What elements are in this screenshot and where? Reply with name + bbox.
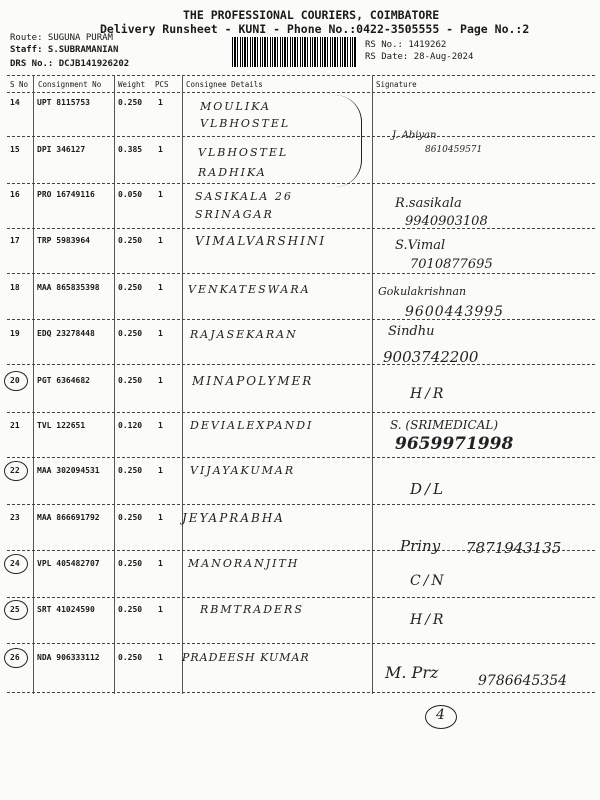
row-pcs: 1 [158,236,163,245]
row-consignment: TVL 122651 [37,421,86,430]
column-divider [33,75,34,694]
row-weight: 0.120 [118,421,143,430]
row-pcs: 1 [158,559,163,568]
row-consignment: MAA 865835398 [37,283,100,292]
row-sno: 16 [10,190,20,199]
table-bottom-rule [7,692,595,693]
row-divider [7,457,595,458]
row-divider [7,183,595,184]
row-consignment: VPL 405482707 [37,559,100,568]
row-pcs: 1 [158,605,163,614]
row-divider [7,273,595,274]
row-phone: 9940903108 [405,214,488,229]
row-signature: S. (SRIMEDICAL) [390,418,499,432]
row-consignee: SASIKALA 26 SRINAGAR [195,190,293,221]
row-phone: 9003742200 [383,348,479,366]
row-consignment: TRP 5983964 [37,236,90,245]
row-sno: 24 [10,559,20,568]
row-consignment: MAA 866691792 [37,513,100,522]
staff-label: Staff: S.SUBRAMANIAN [10,45,119,55]
row-sno: 20 [10,376,20,385]
col-header-details: Consignee Details [186,80,263,89]
row-weight: 0.250 [118,466,143,475]
row-sno: 23 [10,513,20,522]
row-consignment: MAA 302094531 [37,466,100,475]
row-pcs: 1 [158,376,163,385]
row-signature: R.sasikala [395,196,462,211]
row-signature: C/N [410,573,447,589]
row-phone: 9659971998 [395,434,514,454]
rs-date: RS Date: 28-Aug-2024 [365,52,474,62]
row-consignee: VIJAYAKUMAR [190,464,296,477]
row-consignee: MINAPOLYMER [192,374,314,388]
col-header-pcs: PCS [155,80,169,89]
row-consignee: VENKATESWARA [188,283,311,296]
row-consignee: RBMTRADERS [200,603,304,616]
row-weight: 0.250 [118,283,143,292]
row-sno: 22 [10,466,20,475]
row-sno: 19 [10,329,20,338]
header-bottom-rule [7,92,595,93]
row-consignment: NDA 906333112 [37,653,100,662]
row-pcs: 1 [158,421,163,430]
row-sno: 15 [10,145,20,154]
route-label: Route: SUGUNA PURAM [10,33,113,43]
col-header-sno: S No [10,80,29,89]
page-mark: 4 [436,707,445,723]
column-divider [182,75,183,694]
row-weight: 0.250 [118,236,143,245]
row-weight: 0.250 [118,513,143,522]
row-signature: H/R [410,612,447,628]
row-sno: 25 [10,605,20,614]
row-divider [7,597,595,598]
row-consignment: PGT 6364682 [37,376,90,385]
table-top-rule [7,75,595,76]
row-phone: 8610459571 [425,145,483,155]
row-signature: M. Prz [385,663,439,682]
bracket-mark [335,95,362,187]
row-weight: 0.250 [118,376,143,385]
row-phone: 9786645354 [478,673,568,689]
row-divider [7,504,595,505]
row-signature: J. Abiyan [392,130,437,141]
column-divider [372,75,373,694]
row-signature: Priny [400,537,441,555]
row-sno: 14 [10,98,20,107]
row-divider [7,319,595,320]
row-signature: H/R [410,386,447,402]
row-signature: Sindhu [388,324,435,339]
row-sno: 21 [10,421,20,430]
row-weight: 0.050 [118,190,143,199]
row-consignee: RAJASEKARAN [190,328,298,341]
row-consignment: SRT 41024590 [37,605,95,614]
row-divider [7,643,595,644]
row-weight: 0.250 [118,329,143,338]
row-pcs: 1 [158,513,163,522]
row-pcs: 1 [158,98,163,107]
row-weight: 0.385 [118,145,143,154]
rs-number: RS No.: 1419262 [365,40,447,50]
row-signature: Gokulakrishnan [378,285,467,298]
row-weight: 0.250 [118,653,143,662]
row-divider [7,412,595,413]
row-weight: 0.250 [118,98,143,107]
row-signature: D/L [410,480,447,498]
row-sno: 26 [10,653,20,662]
row-phone: 7871943135 [466,539,562,557]
row-pcs: 1 [158,283,163,292]
row-signature: S.Vimal [395,238,446,253]
row-consignee: VIMALVARSHINI [195,234,327,248]
col-header-signature: Signature [376,80,417,89]
row-divider [7,364,595,365]
row-consignee: JEYAPRABHA [182,511,285,525]
row-consignment: EDQ 23278448 [37,329,95,338]
row-pcs: 1 [158,190,163,199]
row-weight: 0.250 [118,559,143,568]
row-phone: 9600443995 [405,304,505,320]
row-consignee: MOULIKA VLBHOSTEL [200,100,291,130]
col-header-weight: Weight [118,80,146,89]
column-divider [114,75,115,694]
row-sno: 18 [10,283,20,292]
barcode-image [232,37,356,67]
company-name: THE PROFESSIONAL COURIERS, COIMBATORE [183,8,440,22]
row-divider [7,228,595,229]
row-consignment: DPI 346127 [37,145,86,154]
row-weight: 0.250 [118,605,143,614]
row-consignee: MANORANJITH [188,557,300,570]
row-phone: 7010877695 [410,257,493,272]
row-consignee: VLBHOSTEL RADHIKA [198,146,289,179]
row-consignee: DEVIALEXPANDI [190,419,314,432]
row-pcs: 1 [158,466,163,475]
row-consignee: PRADEESH KUMAR [182,651,310,664]
col-header-consignment: Consignment No [38,80,102,89]
row-pcs: 1 [158,329,163,338]
row-divider [7,136,595,137]
runsheet-title: Delivery Runsheet - KUNI - Phone No.:0422-3505555 - Page No.:2 [100,22,530,36]
row-pcs: 1 [158,145,163,154]
drs-number: DRS No.: DCJB141926202 [10,59,130,69]
row-consignment: UPT 8115753 [37,98,90,107]
row-sno: 17 [10,236,20,245]
row-consignment: PRO 16749116 [37,190,95,199]
row-pcs: 1 [158,653,163,662]
